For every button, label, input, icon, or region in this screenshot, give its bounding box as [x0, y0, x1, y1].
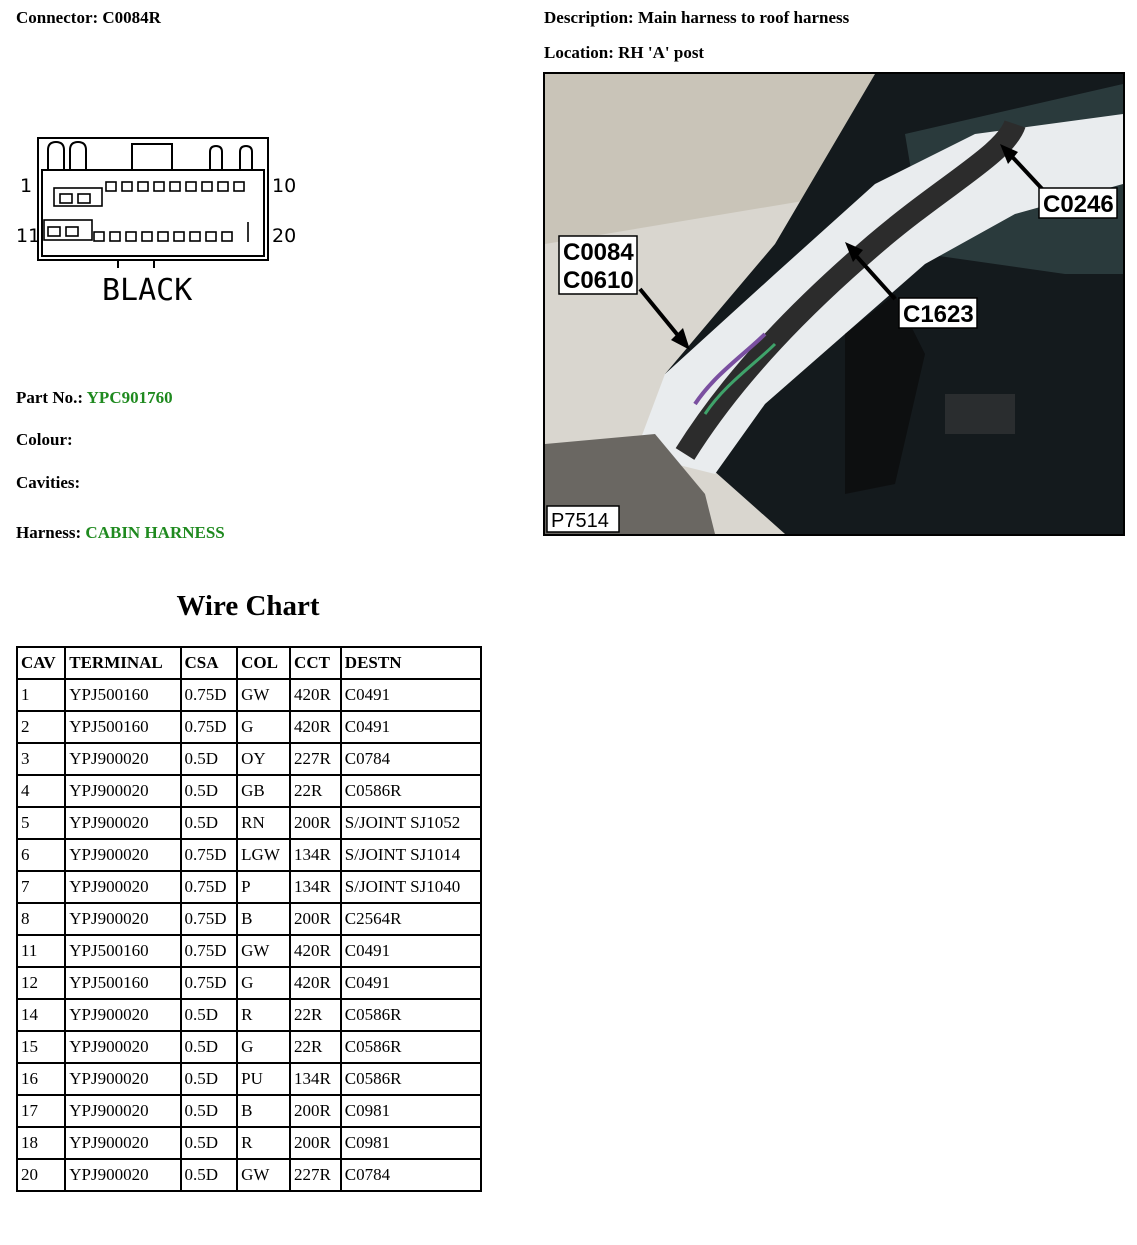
cell-cav: 4	[18, 776, 64, 806]
harness-label: Harness:	[16, 523, 82, 542]
cell-terminal: YPJ900020	[66, 808, 179, 838]
cell-cav: 18	[18, 1128, 64, 1158]
cell-destn: C0586R	[342, 1032, 480, 1062]
cell-csa: 0.75D	[182, 840, 237, 870]
cell-terminal: YPJ900020	[66, 1160, 179, 1190]
connector-value: C0084R	[102, 8, 161, 27]
cell-destn: S/JOINT SJ1040	[342, 872, 480, 902]
harness-value: CABIN HARNESS	[85, 523, 225, 542]
cell-cct: 22R	[291, 1032, 340, 1062]
cell-cct: 420R	[291, 712, 340, 742]
cell-cav: 16	[18, 1064, 64, 1094]
table-row	[18, 776, 480, 806]
cell-csa: 0.5D	[182, 776, 237, 806]
cell-terminal: YPJ900020	[66, 872, 179, 902]
header-cct: CCT	[291, 648, 340, 678]
table-row	[18, 680, 480, 710]
cell-cct: 22R	[291, 776, 340, 806]
cell-cav: 1	[18, 680, 64, 710]
table-row	[18, 808, 480, 838]
cell-col: B	[238, 1096, 289, 1126]
cell-terminal: YPJ900020	[66, 1128, 179, 1158]
cell-destn: C0784	[342, 744, 480, 774]
table-row	[18, 1000, 480, 1030]
cell-cct: 200R	[291, 1096, 340, 1126]
cell-terminal: YPJ900020	[66, 776, 179, 806]
cell-csa: 0.75D	[182, 872, 237, 902]
cell-destn: C0586R	[342, 1064, 480, 1094]
cell-csa: 0.5D	[182, 1032, 237, 1062]
cell-terminal: YPJ500160	[66, 712, 179, 742]
cell-col: PU	[238, 1064, 289, 1094]
cell-destn: C0981	[342, 1128, 480, 1158]
part-no-value: YPC901760	[86, 388, 173, 407]
cell-cav: 15	[18, 1032, 64, 1062]
cell-csa: 0.5D	[182, 744, 237, 774]
table-row	[18, 712, 480, 742]
cell-csa: 0.5D	[182, 1000, 237, 1030]
cell-terminal: YPJ900020	[66, 744, 179, 774]
cell-cct: 200R	[291, 808, 340, 838]
description-value: Main harness to roof harness	[637, 8, 850, 27]
callout-c0246: C0246	[1043, 191, 1114, 218]
cell-col: RN	[238, 808, 289, 838]
cell-cct: 227R	[291, 1160, 340, 1190]
cell-cav: 20	[18, 1160, 64, 1190]
description-line	[544, 8, 849, 28]
cavities-label: Cavities:	[16, 473, 81, 492]
cell-col: OY	[238, 744, 289, 774]
colour-line	[16, 430, 73, 450]
callout-c0610: C0610	[563, 267, 634, 294]
cell-col: P	[238, 872, 289, 902]
cell-cct: 200R	[291, 1128, 340, 1158]
photo-ref: P7514	[551, 510, 609, 532]
table-row	[18, 1160, 480, 1190]
cell-cct: 134R	[291, 1064, 340, 1094]
header-col: COL	[238, 648, 289, 678]
pin-label-10: 10	[272, 175, 297, 197]
cell-cct: 134R	[291, 840, 340, 870]
cell-cct: 134R	[291, 872, 340, 902]
cell-cct: 420R	[291, 936, 340, 966]
cell-col: GW	[238, 1160, 289, 1190]
cell-csa: 0.75D	[182, 936, 237, 966]
cell-destn: C0491	[342, 712, 480, 742]
table-row	[18, 840, 480, 870]
cell-destn: S/JOINT SJ1014	[342, 840, 480, 870]
cell-cct: 22R	[291, 1000, 340, 1030]
cell-cct: 420R	[291, 680, 340, 710]
harness-line	[16, 523, 225, 543]
table-row	[18, 936, 480, 966]
cell-cav: 7	[18, 872, 64, 902]
cell-col: B	[238, 904, 289, 934]
cell-terminal: YPJ500160	[66, 936, 179, 966]
cell-terminal: YPJ500160	[66, 680, 179, 710]
cell-terminal: YPJ900020	[66, 1064, 179, 1094]
cell-terminal: YPJ900020	[66, 1096, 179, 1126]
location-line	[544, 43, 704, 63]
cell-col: GW	[238, 936, 289, 966]
cell-destn: C0784	[342, 1160, 480, 1190]
pin-label-1: 1	[20, 175, 33, 197]
cell-cav: 3	[18, 744, 64, 774]
cell-csa: 0.75D	[182, 712, 237, 742]
connector-line	[16, 8, 161, 28]
callout-c0084: C0084	[563, 239, 634, 266]
cell-col: R	[238, 1128, 289, 1158]
cell-csa: 0.5D	[182, 1064, 237, 1094]
cell-terminal: YPJ500160	[66, 968, 179, 998]
location-label: Location:	[544, 43, 614, 62]
connector-diagram	[14, 130, 304, 310]
cell-csa: 0.75D	[182, 904, 237, 934]
cavities-line	[16, 473, 80, 493]
header-destn: DESTN	[342, 648, 480, 678]
connector-label: Connector:	[16, 8, 99, 27]
table-row	[18, 1128, 480, 1158]
cell-destn: C0491	[342, 968, 480, 998]
cell-cav: 2	[18, 712, 64, 742]
cell-destn: C0586R	[342, 776, 480, 806]
table-header-row	[18, 648, 480, 678]
description-label: Description:	[544, 8, 634, 27]
cell-col: GW	[238, 680, 289, 710]
cell-destn: C0586R	[342, 1000, 480, 1030]
cell-cct: 227R	[291, 744, 340, 774]
cell-csa: 0.75D	[182, 680, 237, 710]
table-row	[18, 1064, 480, 1094]
cell-col: G	[238, 712, 289, 742]
photo-illustration	[545, 74, 1123, 534]
cell-destn: S/JOINT SJ1052	[342, 808, 480, 838]
cell-col: R	[238, 1000, 289, 1030]
header-csa: CSA	[182, 648, 237, 678]
cell-terminal: YPJ900020	[66, 904, 179, 934]
table-row	[18, 968, 480, 998]
part-no-line	[16, 388, 173, 408]
table-row	[18, 744, 480, 774]
cell-cav: 17	[18, 1096, 64, 1126]
pin-label-11: 11	[16, 225, 41, 247]
cell-cav: 8	[18, 904, 64, 934]
header-terminal: TERMINAL	[66, 648, 179, 678]
cell-destn: C0981	[342, 1096, 480, 1126]
cell-col: G	[238, 968, 289, 998]
header-cav: CAV	[18, 648, 64, 678]
cell-terminal: YPJ900020	[66, 840, 179, 870]
cell-destn: C0491	[342, 680, 480, 710]
cell-cct: 200R	[291, 904, 340, 934]
cell-cav: 11	[18, 936, 64, 966]
cell-col: GB	[238, 776, 289, 806]
cell-cct: 420R	[291, 968, 340, 998]
cell-csa: 0.5D	[182, 808, 237, 838]
cell-terminal: YPJ900020	[66, 1000, 179, 1030]
cell-csa: 0.75D	[182, 968, 237, 998]
table-row	[18, 1032, 480, 1062]
pin-label-20: 20	[272, 225, 297, 247]
table-row	[18, 1096, 480, 1126]
callout-c1623: C1623	[903, 301, 974, 328]
table-row	[18, 904, 480, 934]
connector-colour-text: BLACK	[102, 273, 193, 308]
cell-col: G	[238, 1032, 289, 1062]
cell-cav: 5	[18, 808, 64, 838]
cell-terminal: YPJ900020	[66, 1032, 179, 1062]
cell-cav: 6	[18, 840, 64, 870]
cell-cav: 14	[18, 1000, 64, 1030]
part-no-label: Part No.:	[16, 388, 84, 407]
colour-label: Colour:	[16, 430, 73, 449]
cell-destn: C0491	[342, 936, 480, 966]
cell-cav: 12	[18, 968, 64, 998]
wire-chart-body	[18, 680, 480, 1190]
cell-csa: 0.5D	[182, 1160, 237, 1190]
cell-csa: 0.5D	[182, 1096, 237, 1126]
cell-destn: C2564R	[342, 904, 480, 934]
cell-col: LGW	[238, 840, 289, 870]
cell-csa: 0.5D	[182, 1128, 237, 1158]
wire-chart-title: Wire Chart	[176, 590, 320, 622]
wire-chart-table	[16, 646, 482, 1192]
location-photo	[543, 72, 1125, 536]
location-value: RH 'A' post	[618, 43, 705, 62]
table-row	[18, 872, 480, 902]
